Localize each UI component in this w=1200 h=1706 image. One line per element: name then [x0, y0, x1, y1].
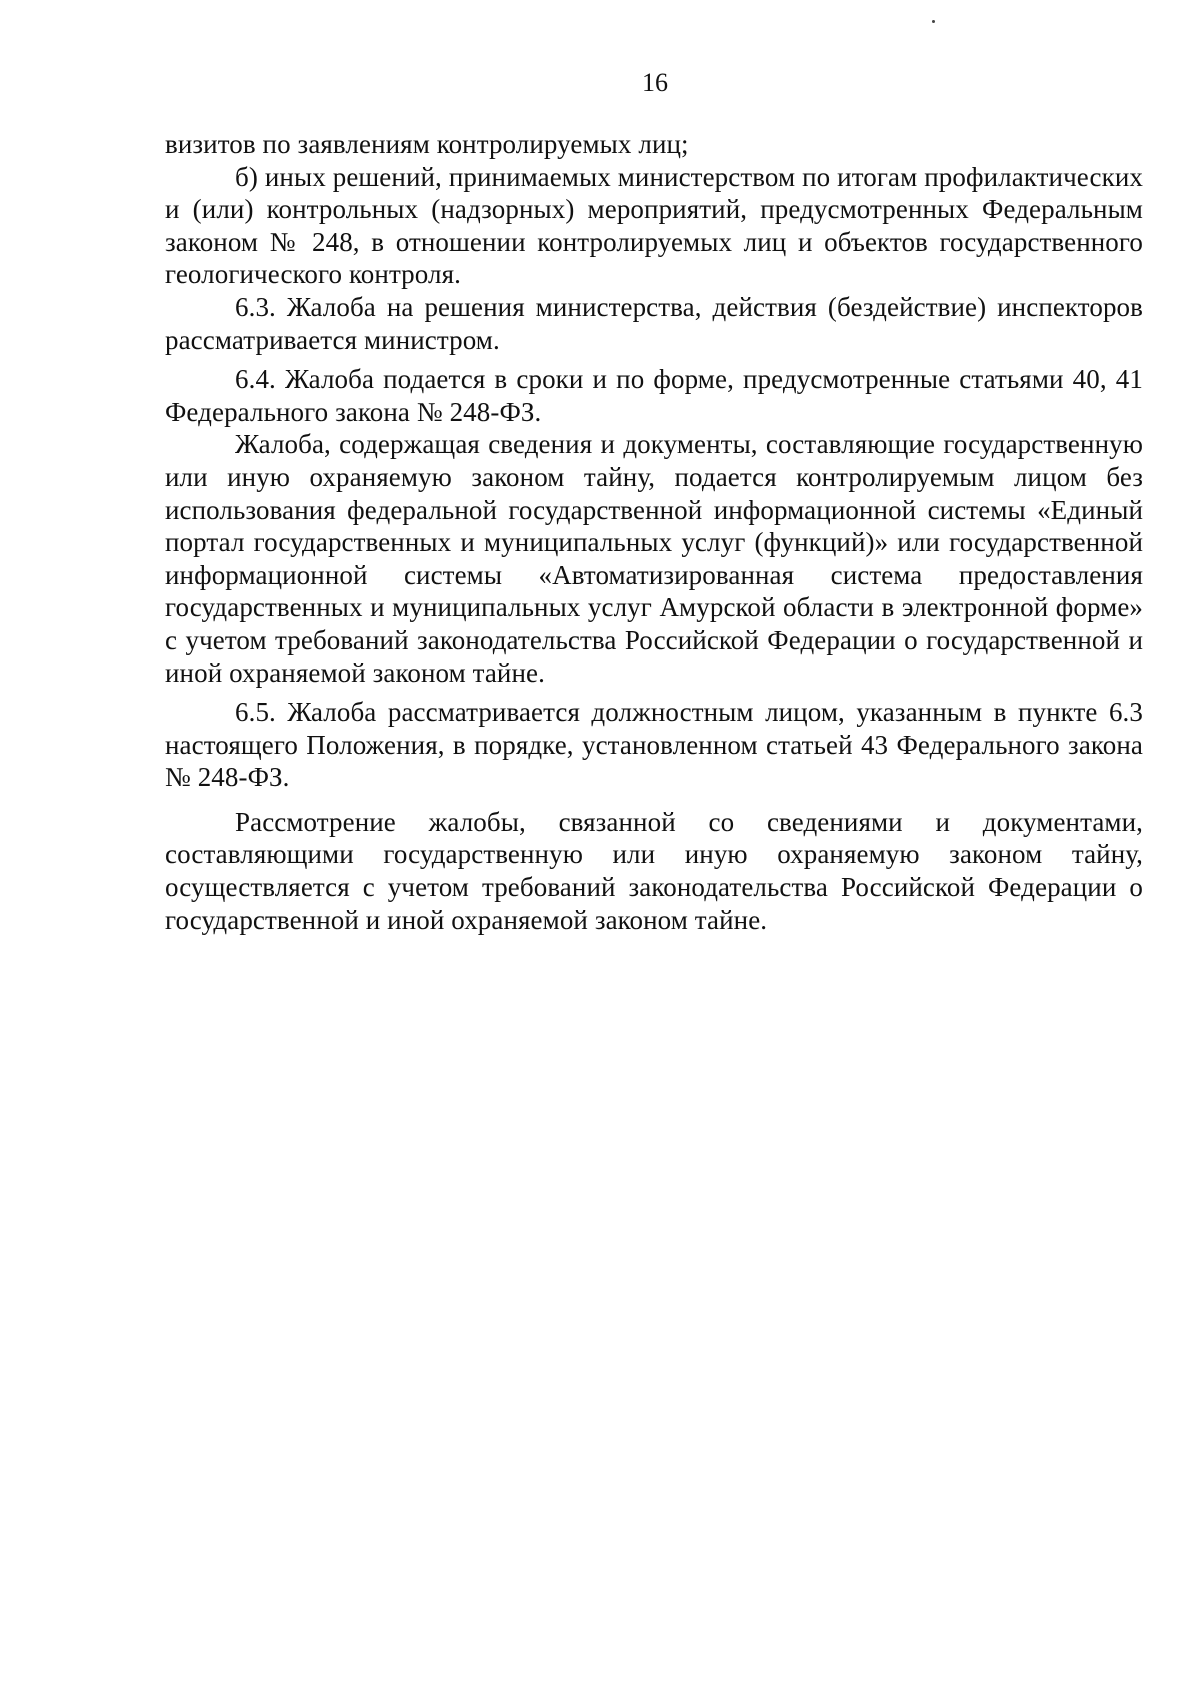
- paragraph-consideration: Рассмотрение жалобы, связанной со сведениями и документами, составляющими государственную или иную охраняемую законом тайну, осуществляется с учетом требований законодательства Российской Федерации о государственной и иной охраняемой законом тайне.: [165, 806, 1143, 935]
- paragraph-6-4: 6.4. Жалоба подается в сроки и по форме, предусмотренные статьями 40, 41 Федерального закона № 248-ФЗ.: [165, 364, 1143, 427]
- paragraph-item-b: б) иных решений, принимаемых министерством по итогам профилактических и (или) контрольных (надзорных) мероприятий, предусмотренных Федеральным законом № 248, в отношении контролируемых лиц и объектов государственного геологического контроля.: [165, 161, 1143, 290]
- paragraph-6-5: 6.5. Жалоба рассматривается должностным лицом, указанным в пункте 6.3 настоящего Положения, в порядке, установленном статьей 43 Федерального закона № 248-ФЗ.: [165, 697, 1143, 793]
- page-number: 16: [642, 68, 668, 97]
- document-body: [165, 128, 1143, 936]
- paragraph-continuation: визитов по заявлениям контролируемых лиц;: [165, 129, 689, 159]
- paragraph-6-3: 6.3. Жалоба на решения министерства, действия (бездействие) инспекторов рассматривается министром.: [165, 291, 1143, 355]
- scan-speck: [932, 20, 935, 23]
- paragraph-secret-complaint: Жалоба, содержащая сведения и документы, составляющие государственную или иную охраняемую законом тайну, подается контролируемым лицом без использования федеральной государственной информационной системы «Единый портал государственных и муниципальных услуг (функций)» или государственной информационной системы «Автоматизированная система предоставления государственных и муниципальных услуг Амурской области в электронной форме» с учетом требований законодательства Российской Федерации о государственной и иной охраняемой законом тайне.: [165, 429, 1143, 688]
